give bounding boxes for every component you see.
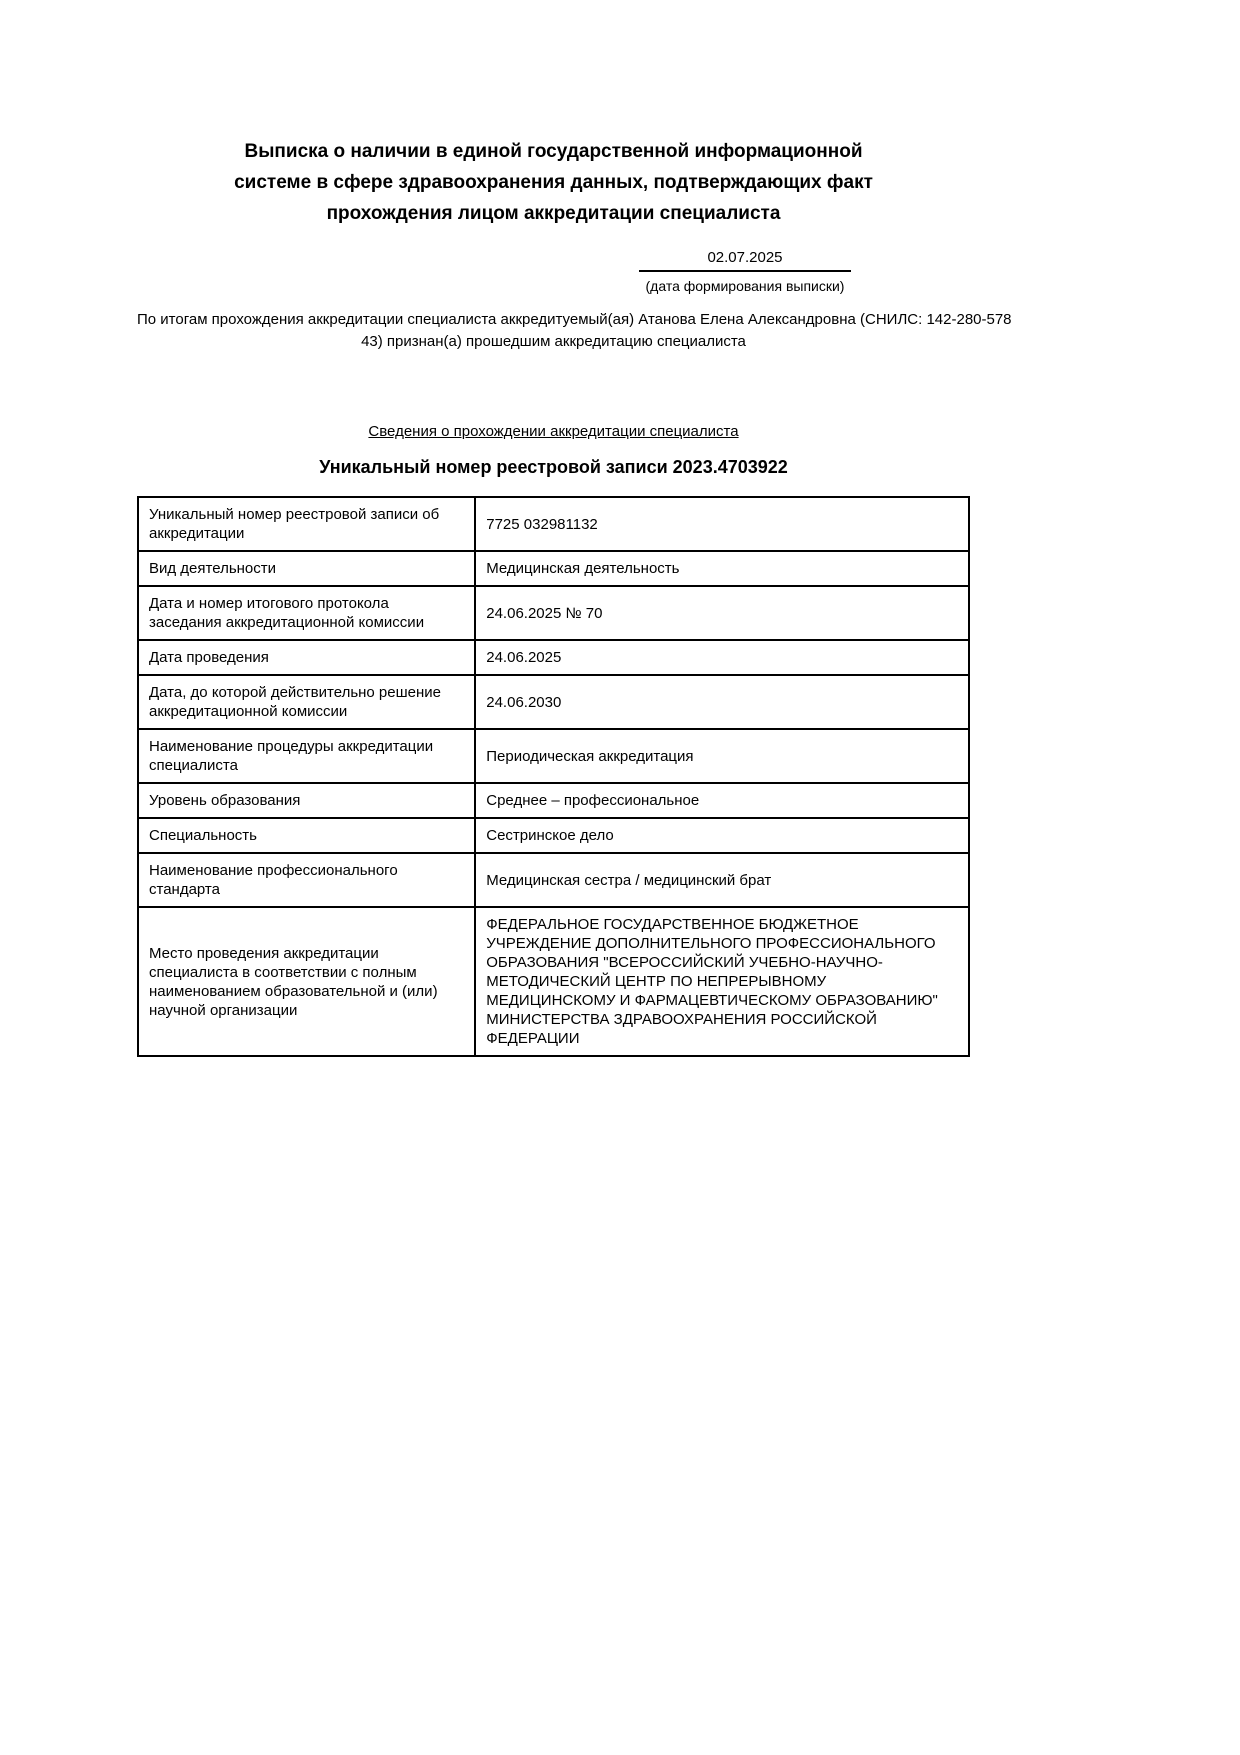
- row-value: Медицинская деятельность: [475, 551, 969, 586]
- registry-number-heading: Уникальный номер реестровой записи 2023.4703922: [319, 457, 788, 477]
- document-title-line: Выписка о наличии в единой государственной информационной: [244, 141, 863, 162]
- table-row: [138, 729, 969, 783]
- row-label: Дата, до которой действительно решение аккредитационной комиссии: [138, 675, 475, 729]
- row-label: Специальность: [138, 818, 475, 853]
- row-value: 24.06.2030: [475, 675, 969, 729]
- table-row: [138, 551, 969, 586]
- table-row: [138, 675, 969, 729]
- table-row: [138, 818, 969, 853]
- row-value: Периодическая аккредитация: [475, 729, 969, 783]
- row-label: Место проведения аккредитации специалиста в соответствии с полным наименованием образовательной и (или) научной организации: [138, 907, 475, 1056]
- document-title: [137, 136, 970, 229]
- formation-date-caption: (дата формирования выписки): [645, 278, 845, 294]
- section-heading: Сведения о прохождении аккредитации специалиста: [368, 423, 739, 440]
- row-label: Уровень образования: [138, 783, 475, 818]
- row-value: Среднее – профессиональное: [475, 783, 969, 818]
- intro-line: 43) признан(а) прошедшим аккредитацию специалиста: [361, 333, 746, 350]
- intro-paragraph: [137, 309, 1012, 353]
- table-row: [138, 853, 969, 907]
- row-label: Наименование профессионального стандарта: [138, 853, 475, 907]
- row-label: Наименование процедуры аккредитации специалиста: [138, 729, 475, 783]
- row-value: ФЕДЕРАЛЬНОЕ ГОСУДАРСТВЕННОЕ БЮДЖЕТНОЕ УЧРЕЖДЕНИЕ ДОПОЛНИТЕЛЬНОГО ПРОФЕССИОНАЛЬНОГО ОБРАЗОВАНИЯ "ВСЕРОССИЙСКИЙ УЧЕБНО-НАУЧНО-МЕТОДИЧЕСКИЙ ЦЕНТР ПО НЕПРЕРЫВНОМУ МЕДИЦИНСКОМУ И ФАРМАЦЕВТИЧЕСКОМУ ОБРАЗОВАНИЮ" МИНИСТЕРСТВА ЗДРАВООХРАНЕНИЯ РОССИЙСКОЙ ФЕДЕРАЦИИ: [475, 907, 969, 1056]
- intro-line: По итогам прохождения аккредитации специалиста аккредитуемый(ая) Атанова Елена Александровна (СНИЛС: 142-280-578: [137, 311, 1012, 328]
- formation-date-block: [595, 248, 895, 295]
- row-label: Дата проведения: [138, 640, 475, 675]
- row-value: 24.06.2025 № 70: [475, 586, 969, 640]
- row-label: Вид деятельности: [138, 551, 475, 586]
- row-value: Сестринское дело: [475, 818, 969, 853]
- row-label: Дата и номер итогового протокола заседания аккредитационной комиссии: [138, 586, 475, 640]
- table-row: [138, 497, 969, 551]
- document-title-line: системе в сфере здравоохранения данных, подтверждающих факт: [234, 172, 873, 193]
- row-label: Уникальный номер реестровой записи об аккредитации: [138, 497, 475, 551]
- table-row: [138, 640, 969, 675]
- document-title-line: прохождения лицом аккредитации специалиста: [326, 203, 781, 224]
- accreditation-table: [137, 496, 970, 1057]
- row-value: 24.06.2025: [475, 640, 969, 675]
- row-value: Медицинская сестра / медицинский брат: [475, 853, 969, 907]
- table-row: [138, 586, 969, 640]
- row-value: 7725 032981132: [475, 497, 969, 551]
- table-row: [138, 783, 969, 818]
- document-content: [137, 0, 1012, 1057]
- table-row: [138, 907, 969, 1056]
- formation-date: 02.07.2025: [639, 248, 851, 272]
